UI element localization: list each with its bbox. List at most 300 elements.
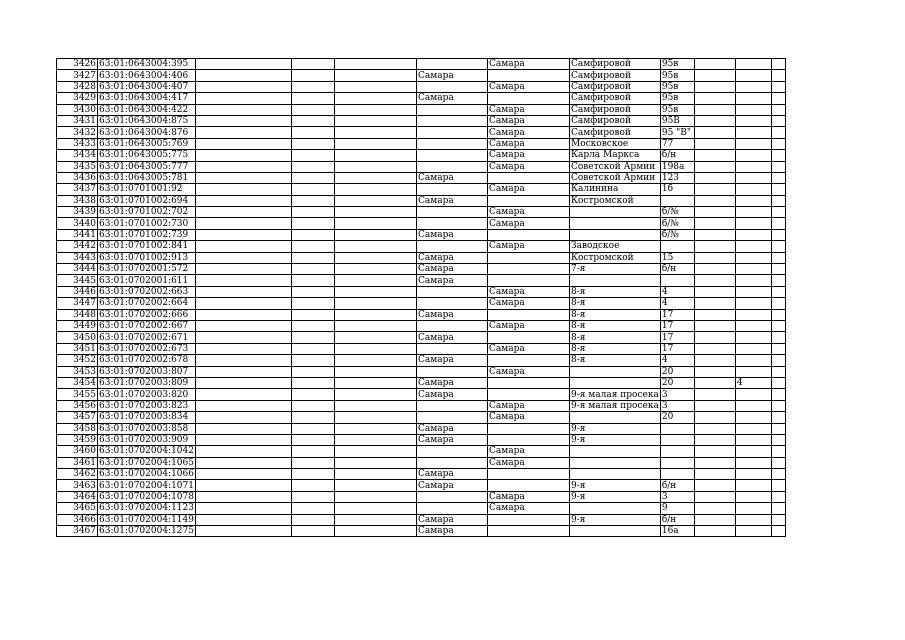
extra-cell: [735, 469, 771, 480]
empty-cell-b: [292, 446, 335, 457]
row-number-cell: 3439: [57, 207, 98, 218]
cadastral-number-cell: 63:01:0702003:820: [98, 389, 196, 400]
cadastral-number-cell: 63:01:0701002:913: [98, 252, 196, 263]
house-cell: 3: [660, 400, 694, 411]
city-cell-a: [417, 184, 488, 195]
empty-cell-c: [335, 457, 417, 468]
extra-cell: [735, 218, 771, 229]
trailing-cell: [771, 127, 785, 138]
cadastral-number-cell: 63:01:0702002:667: [98, 320, 196, 331]
trailing-cell: [771, 218, 785, 229]
building-cell: [694, 218, 735, 229]
cadastral-number-cell: 63:01:0643004:875: [98, 115, 196, 126]
empty-cell-c: [335, 469, 417, 480]
empty-cell-c: [335, 104, 417, 115]
city-cell-b: [488, 264, 570, 275]
trailing-cell: [771, 264, 785, 275]
cadastral-number-cell: 63:01:0643004:395: [98, 59, 196, 70]
empty-cell-b: [292, 503, 335, 514]
table-row: [57, 172, 786, 183]
empty-cell-a: [196, 59, 292, 70]
trailing-cell: [771, 480, 785, 491]
trailing-cell: [771, 412, 785, 423]
building-cell: [694, 514, 735, 525]
empty-cell-b: [292, 115, 335, 126]
house-cell: [660, 423, 694, 434]
table-row: [57, 423, 786, 434]
house-cell: 198а: [660, 161, 694, 172]
extra-cell: [735, 514, 771, 525]
house-cell: б/№: [660, 229, 694, 240]
table-row: [57, 446, 786, 457]
empty-cell-c: [335, 389, 417, 400]
table-row: [57, 469, 786, 480]
row-number-cell: 3463: [57, 480, 98, 491]
empty-cell-a: [196, 491, 292, 502]
empty-cell-c: [335, 343, 417, 354]
street-cell: Самфировой: [570, 93, 661, 104]
city-cell-a: [417, 150, 488, 161]
house-cell: 95в: [660, 70, 694, 81]
street-cell: Советской Армии: [570, 172, 661, 183]
city-cell-b: [488, 332, 570, 343]
extra-cell: [735, 355, 771, 366]
house-cell: 17: [660, 320, 694, 331]
house-cell: б/н: [660, 150, 694, 161]
trailing-cell: [771, 298, 785, 309]
cadastral-number-cell: 63:01:0702003:834: [98, 412, 196, 423]
empty-cell-c: [335, 423, 417, 434]
empty-cell-a: [196, 446, 292, 457]
city-cell-b: Самара: [488, 320, 570, 331]
city-cell-a: Самара: [417, 514, 488, 525]
cadastral-number-cell: 63:01:0702001:611: [98, 275, 196, 286]
city-cell-a: [417, 127, 488, 138]
table-row: [57, 526, 786, 537]
cadastral-number-cell: 63:01:0643005:781: [98, 172, 196, 183]
trailing-cell: [771, 503, 785, 514]
trailing-cell: [771, 469, 785, 480]
trailing-cell: [771, 366, 785, 377]
table-row: [57, 127, 786, 138]
building-cell: [694, 275, 735, 286]
empty-cell-c: [335, 446, 417, 457]
extra-cell: [735, 275, 771, 286]
trailing-cell: [771, 320, 785, 331]
house-cell: б/н: [660, 264, 694, 275]
city-cell-a: Самара: [417, 423, 488, 434]
city-cell-a: Самара: [417, 70, 488, 81]
extra-cell: [735, 115, 771, 126]
street-cell: 8-я: [570, 286, 661, 297]
city-cell-a: [417, 503, 488, 514]
empty-cell-c: [335, 172, 417, 183]
empty-cell-b: [292, 127, 335, 138]
extra-cell: [735, 457, 771, 468]
empty-cell-b: [292, 150, 335, 161]
street-cell: [570, 412, 661, 423]
trailing-cell: [771, 252, 785, 263]
city-cell-b: Самара: [488, 503, 570, 514]
city-cell-b: Самара: [488, 457, 570, 468]
empty-cell-b: [292, 514, 335, 525]
empty-cell-b: [292, 298, 335, 309]
row-number-cell: 3436: [57, 172, 98, 183]
building-cell: [694, 309, 735, 320]
row-number-cell: 3451: [57, 343, 98, 354]
house-cell: 20: [660, 377, 694, 388]
extra-cell: [735, 161, 771, 172]
table-row: [57, 184, 786, 195]
house-cell: б/№: [660, 218, 694, 229]
city-cell-b: Самара: [488, 218, 570, 229]
extra-cell: [735, 127, 771, 138]
cadastral-number-cell: 63:01:0702002:664: [98, 298, 196, 309]
empty-cell-b: [292, 309, 335, 320]
empty-cell-c: [335, 195, 417, 206]
street-cell: 8-я: [570, 355, 661, 366]
trailing-cell: [771, 70, 785, 81]
empty-cell-c: [335, 81, 417, 92]
building-cell: [694, 412, 735, 423]
empty-cell-c: [335, 207, 417, 218]
city-cell-b: [488, 514, 570, 525]
empty-cell-a: [196, 366, 292, 377]
building-cell: [694, 446, 735, 457]
extra-cell: [735, 389, 771, 400]
house-cell: 95В: [660, 115, 694, 126]
empty-cell-b: [292, 104, 335, 115]
row-number-cell: 3445: [57, 275, 98, 286]
empty-cell-b: [292, 229, 335, 240]
city-cell-a: Самара: [417, 252, 488, 263]
empty-cell-c: [335, 366, 417, 377]
empty-cell-b: [292, 241, 335, 252]
empty-cell-b: [292, 320, 335, 331]
building-cell: [694, 366, 735, 377]
table-row: [57, 389, 786, 400]
house-cell: 4: [660, 286, 694, 297]
extra-cell: [735, 366, 771, 377]
row-number-cell: 3435: [57, 161, 98, 172]
empty-cell-a: [196, 332, 292, 343]
building-cell: [694, 93, 735, 104]
trailing-cell: [771, 446, 785, 457]
empty-cell-c: [335, 127, 417, 138]
trailing-cell: [771, 434, 785, 445]
building-cell: [694, 70, 735, 81]
building-cell: [694, 195, 735, 206]
table-row: [57, 377, 786, 388]
empty-cell-a: [196, 400, 292, 411]
building-cell: [694, 457, 735, 468]
city-cell-a: [417, 81, 488, 92]
city-cell-b: [488, 526, 570, 537]
empty-cell-c: [335, 309, 417, 320]
city-cell-a: Самара: [417, 469, 488, 480]
building-cell: [694, 491, 735, 502]
city-cell-a: [417, 298, 488, 309]
extra-cell: [735, 70, 771, 81]
city-cell-b: Самара: [488, 150, 570, 161]
street-cell: Заводское: [570, 241, 661, 252]
city-cell-b: Самара: [488, 59, 570, 70]
street-cell: Самфировой: [570, 104, 661, 115]
empty-cell-a: [196, 127, 292, 138]
extra-cell: [735, 480, 771, 491]
empty-cell-a: [196, 503, 292, 514]
street-cell: 9-я: [570, 491, 661, 502]
table-row: [57, 503, 786, 514]
empty-cell-b: [292, 195, 335, 206]
empty-cell-a: [196, 412, 292, 423]
extra-cell: [735, 309, 771, 320]
cadastral-number-cell: 63:01:0702001:572: [98, 264, 196, 275]
empty-cell-c: [335, 275, 417, 286]
empty-cell-c: [335, 218, 417, 229]
empty-cell-a: [196, 469, 292, 480]
cadastral-table: [56, 58, 786, 537]
trailing-cell: [771, 355, 785, 366]
street-cell: 8-я: [570, 298, 661, 309]
street-cell: [570, 526, 661, 537]
cadastral-number-cell: 63:01:0702004:1275: [99, 526, 194, 537]
city-cell-a: [417, 161, 488, 172]
trailing-cell: [771, 343, 785, 354]
table-row: [57, 491, 786, 502]
empty-cell-b: [292, 457, 335, 468]
street-cell: Самфировой: [570, 81, 661, 92]
empty-cell-c: [335, 252, 417, 263]
city-cell-b: Самара: [488, 412, 570, 423]
empty-cell-b: [292, 400, 335, 411]
table-row: [57, 320, 786, 331]
street-cell: Самфировой: [570, 115, 661, 126]
table-row: [57, 93, 786, 104]
city-cell-a: Самара: [417, 434, 488, 445]
empty-cell-a: [196, 207, 292, 218]
city-cell-b: Самара: [488, 115, 570, 126]
trailing-cell: [771, 104, 785, 115]
house-cell: 9: [660, 503, 694, 514]
row-number-cell: 3453: [57, 366, 98, 377]
empty-cell-b: [292, 70, 335, 81]
city-cell-b: Самара: [488, 81, 570, 92]
row-number-cell: 3456: [57, 400, 98, 411]
extra-cell: [735, 434, 771, 445]
city-cell-a: [417, 343, 488, 354]
row-number-cell: 3444: [57, 264, 98, 275]
empty-cell-a: [196, 161, 292, 172]
cadastral-number-cell: 63:01:0702002:663: [98, 286, 196, 297]
empty-cell-b: [292, 423, 335, 434]
row-number-cell: 3458: [57, 423, 98, 434]
empty-cell-b: [292, 469, 335, 480]
table-row: [57, 70, 786, 81]
table-row: [57, 229, 786, 240]
extra-cell: [735, 491, 771, 502]
cadastral-number-cell: 63:01:0702003:823: [98, 400, 196, 411]
building-cell: [694, 150, 735, 161]
empty-cell-a: [196, 184, 292, 195]
empty-cell-c: [335, 150, 417, 161]
city-cell-a: [417, 491, 488, 502]
table-row: [57, 275, 786, 286]
empty-cell-b: [292, 332, 335, 343]
cadastral-number-cell: 63:01:0643004:407: [98, 81, 196, 92]
table-row: [57, 286, 786, 297]
empty-cell-a: [196, 115, 292, 126]
trailing-cell: [771, 275, 785, 286]
empty-cell-c: [335, 400, 417, 411]
cadastral-number-cell: 63:01:0701002:730: [98, 218, 196, 229]
building-cell: [694, 252, 735, 263]
empty-cell-b: [292, 161, 335, 172]
empty-cell-a: [196, 526, 292, 537]
building-cell: [694, 526, 735, 537]
empty-cell-b: [292, 366, 335, 377]
table-row: [57, 514, 786, 525]
empty-cell-b: [292, 389, 335, 400]
house-cell: [660, 469, 694, 480]
building-cell: [694, 104, 735, 115]
table-row: [57, 252, 786, 263]
city-cell-a: Самара: [417, 93, 488, 104]
empty-cell-b: [292, 526, 335, 537]
city-cell-b: [488, 309, 570, 320]
street-cell: [570, 275, 661, 286]
empty-cell-b: [292, 355, 335, 366]
city-cell-b: Самара: [488, 286, 570, 297]
house-cell: 15: [660, 252, 694, 263]
table-row: [57, 264, 786, 275]
city-cell-a: Самара: [417, 389, 488, 400]
street-cell: [570, 218, 661, 229]
extra-cell: [735, 241, 771, 252]
extra-cell: [735, 332, 771, 343]
house-cell: 123: [660, 172, 694, 183]
empty-cell-b: [292, 218, 335, 229]
city-cell-a: [417, 218, 488, 229]
city-cell-b: Самара: [488, 446, 570, 457]
street-cell: [570, 207, 661, 218]
trailing-cell: [771, 150, 785, 161]
trailing-cell: [771, 115, 785, 126]
empty-cell-a: [196, 104, 292, 115]
city-cell-a: Самара: [417, 229, 488, 240]
cadastral-number-cell: 63:01:0702002:673: [98, 343, 196, 354]
house-cell: б/№: [660, 207, 694, 218]
trailing-cell: [771, 229, 785, 240]
cadastral-number-cell: 63:01:0702003:909: [98, 434, 196, 445]
row-number-cell: 3459: [57, 434, 98, 445]
empty-cell-b: [292, 434, 335, 445]
city-cell-a: Самара: [417, 309, 488, 320]
table-row: [57, 480, 786, 491]
building-cell: [694, 207, 735, 218]
empty-cell-a: [196, 389, 292, 400]
empty-cell-c: [335, 412, 417, 423]
empty-cell-b: [292, 286, 335, 297]
building-cell: [694, 320, 735, 331]
cadastral-number-cell: 63:01:0702002:671: [98, 332, 196, 343]
city-cell-b: [488, 355, 570, 366]
extra-cell: [735, 229, 771, 240]
extra-cell: [735, 526, 771, 537]
extra-cell: [735, 93, 771, 104]
building-cell: [694, 127, 735, 138]
city-cell-b: Самара: [488, 104, 570, 115]
empty-cell-a: [196, 309, 292, 320]
row-number-cell: 3450: [57, 332, 98, 343]
table-row: [57, 366, 786, 377]
extra-cell: [735, 184, 771, 195]
house-cell: [660, 195, 694, 206]
city-cell-b: Самара: [488, 491, 570, 502]
table-row: [57, 298, 786, 309]
street-cell: 9-я малая просека: [571, 389, 659, 400]
house-cell: б/н: [660, 480, 694, 491]
row-number-cell: 3454: [57, 377, 98, 388]
empty-cell-a: [196, 264, 292, 275]
trailing-cell: [771, 400, 785, 411]
building-cell: [694, 434, 735, 445]
city-cell-b: Самара: [488, 241, 570, 252]
row-number-cell: 3466: [57, 514, 98, 525]
row-number-cell: 3449: [57, 320, 98, 331]
city-cell-b: [488, 70, 570, 81]
house-cell: [660, 457, 694, 468]
empty-cell-b: [292, 172, 335, 183]
empty-cell-c: [335, 70, 417, 81]
city-cell-a: Самара: [417, 480, 488, 491]
extra-cell: 4: [735, 377, 771, 388]
building-cell: [694, 355, 735, 366]
empty-cell-a: [196, 320, 292, 331]
empty-cell-a: [196, 241, 292, 252]
trailing-cell: [771, 195, 785, 206]
empty-cell-a: [196, 434, 292, 445]
empty-cell-c: [335, 434, 417, 445]
empty-cell-c: [335, 320, 417, 331]
empty-cell-a: [196, 229, 292, 240]
empty-cell-a: [196, 195, 292, 206]
building-cell: [694, 332, 735, 343]
empty-cell-b: [292, 264, 335, 275]
trailing-cell: [771, 172, 785, 183]
row-number-cell: 3457: [57, 412, 98, 423]
city-cell-a: [417, 241, 488, 252]
house-cell: 20: [660, 366, 694, 377]
city-cell-a: Самара: [417, 526, 488, 537]
street-cell: 9-я: [570, 480, 661, 491]
row-number-cell: 3461: [57, 457, 98, 468]
city-cell-a: Самара: [417, 355, 488, 366]
row-number-cell: 3433: [57, 138, 98, 149]
street-cell: 9-я: [570, 434, 661, 445]
trailing-cell: [771, 332, 785, 343]
building-cell: [694, 298, 735, 309]
row-number-cell: 3447: [57, 298, 98, 309]
table-row: [57, 457, 786, 468]
cadastral-number-cell: 63:01:0701002:694: [98, 195, 196, 206]
empty-cell-a: [196, 138, 292, 149]
row-number-cell: 3452: [57, 355, 98, 366]
table-row: [57, 161, 786, 172]
house-cell: 95в: [660, 81, 694, 92]
city-cell-b: Самара: [488, 298, 570, 309]
cadastral-number-cell: 63:01:0702004:1149: [99, 514, 194, 525]
